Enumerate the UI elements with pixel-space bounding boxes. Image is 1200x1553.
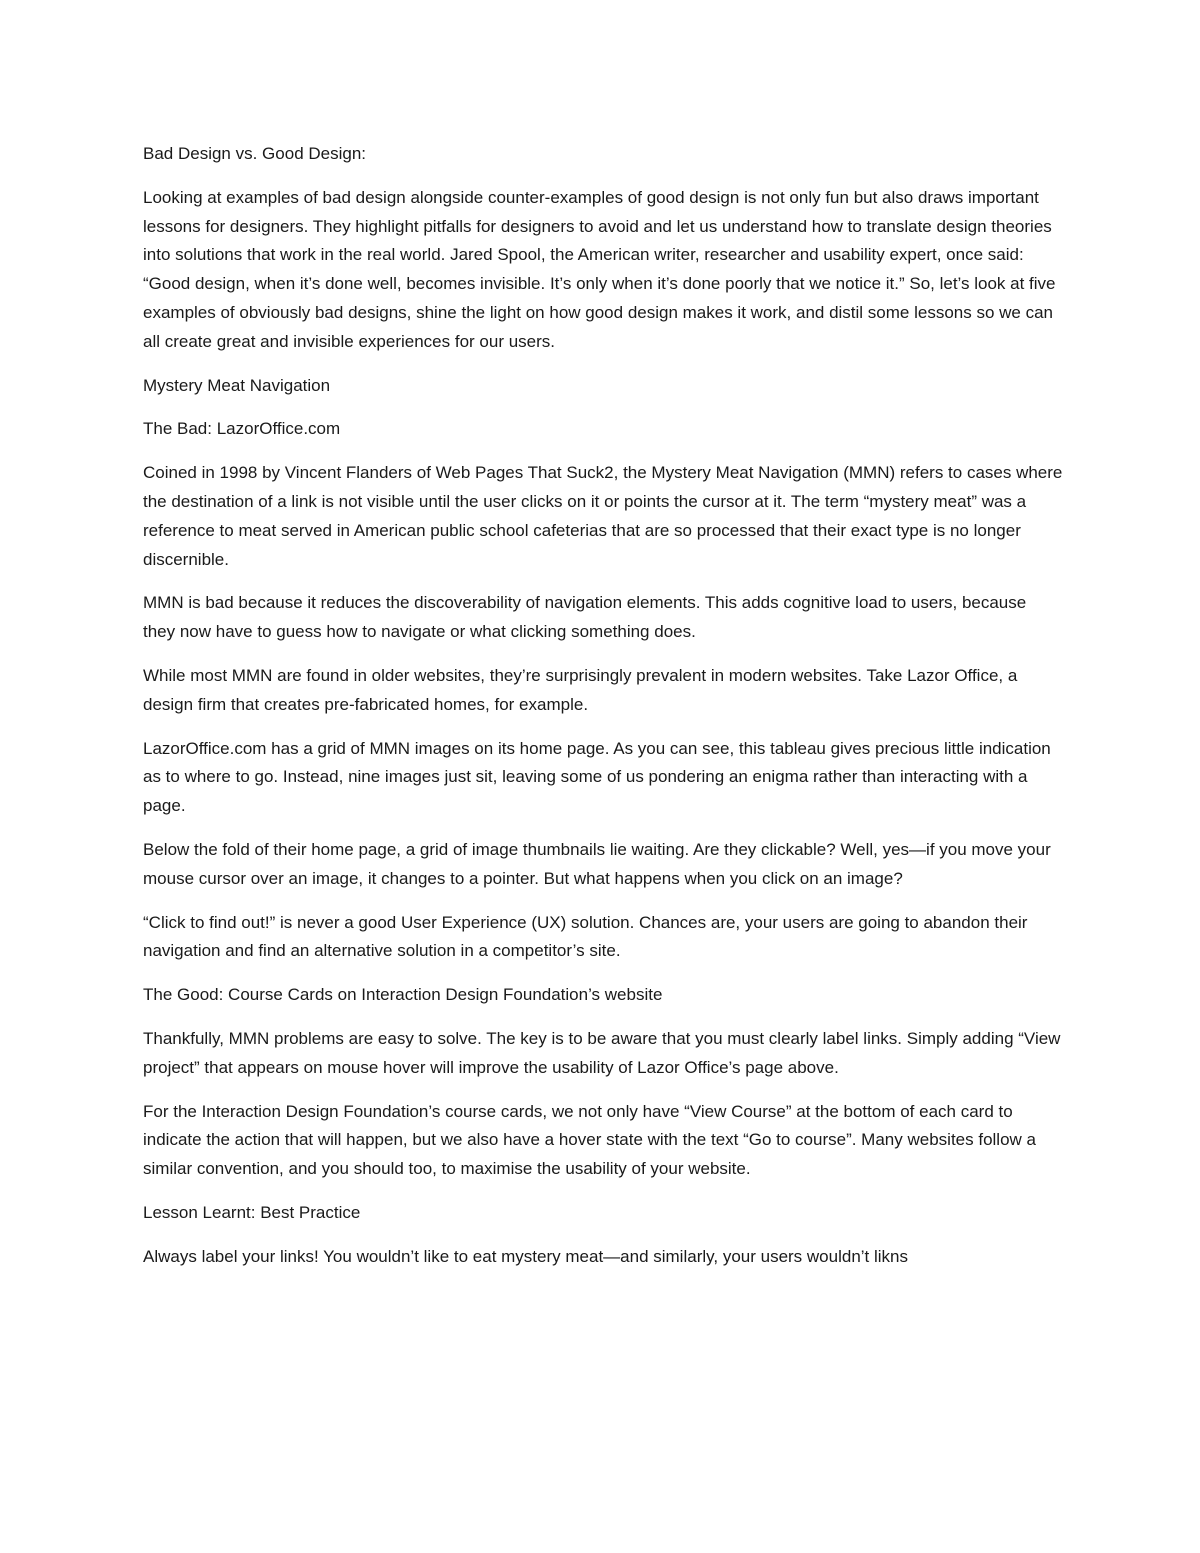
paragraph-always-label: Always label your links! You wouldn’t like to eat mystery meat—and similarly, your users wouldn’t likns: [143, 1246, 909, 1266]
paragraph-easy-to-solve: Thankfully, MMN problems are easy to solve. The key is to be aware that you must clearly label links. Simply adding “View project” that appears on mouse hover will improve the usability of Lazor Office’s page above.: [143, 1028, 1061, 1077]
paragraph-mmn-bad: MMN is bad because it reduces the discoverability of navigation elements. This adds cognitive load to users, because they now have to guess how to navigate or what clicking something does.: [143, 593, 1027, 642]
heading-lesson-learnt: Lesson Learnt: Best Practice: [143, 1202, 361, 1222]
document-body: [143, 140, 1063, 1287]
heading-the-good: The Good: Course Cards on Interaction Design Foundation’s website: [143, 985, 663, 1005]
heading-mystery-meat-navigation: Mystery Meat Navigation: [143, 375, 331, 395]
paragraph-mmn-prevalent: While most MMN are found in older websites, they’re surprisingly prevalent in modern websites. Take Lazor Office, a design firm that creates pre-fabricated homes, for example.: [143, 665, 1018, 714]
paragraph-below-fold: Below the fold of their home page, a grid of image thumbnails lie waiting. Are they clickable? Well, yes—if you move your mouse cursor over an image, it changes to a pointer. But what happens when you click on an image?: [143, 839, 1051, 888]
paragraph-intro: Looking at examples of bad design alongside counter-examples of good design is not only fun but also draws important lessons for designers. They highlight pitfalls for designers to avoid and let us understand how to translate design theories into solutions that work in the real world. Jared Spool, the American writer, researcher and usability expert, once said: “Good design, when it’s done well, becomes invisible. It’s only when it’s done poorly that we notice it.” So, let’s look at five examples of obviously bad designs, shine the light on how good design makes it work, and distil some lessons so we can all create great and invisible experiences for our users.: [143, 187, 1056, 351]
paragraph-click-to-find-out: “Click to find out!” is never a good User Experience (UX) solution. Chances are, your users are going to abandon their navigation and find an alternative solution in a competitor’s site.: [143, 912, 1028, 961]
paragraph-mmn-definition: Coined in 1998 by Vincent Flanders of Web Pages That Suck2, the Mystery Meat Navigation (MMN) refers to cases where the destination of a link is not visible until the user clicks on it or points the cursor at it. The term “mystery meat” was a reference to meat served in American public school cafeterias that are so processed that their exact type is no longer discernible.: [143, 463, 1063, 569]
document-title: Bad Design vs. Good Design:: [143, 144, 367, 163]
paragraph-lazoroffice-grid: LazorOffice.com has a grid of MMN images on its home page. As you can see, this tableau gives precious little indication as to where to go. Instead, nine images just sit, leaving some of us pondering an enigma rather than interacting with a page.: [143, 738, 1051, 816]
heading-the-bad: The Bad: LazorOffice.com: [143, 419, 341, 439]
paragraph-course-cards: For the Interaction Design Foundation’s course cards, we not only have “View Course” at the bottom of each card to indicate the action that will happen, but we also have a hover state with the text “Go to course”. Many websites follow a similar convention, and you should too, to maximise the usability of your website.: [143, 1101, 1036, 1179]
